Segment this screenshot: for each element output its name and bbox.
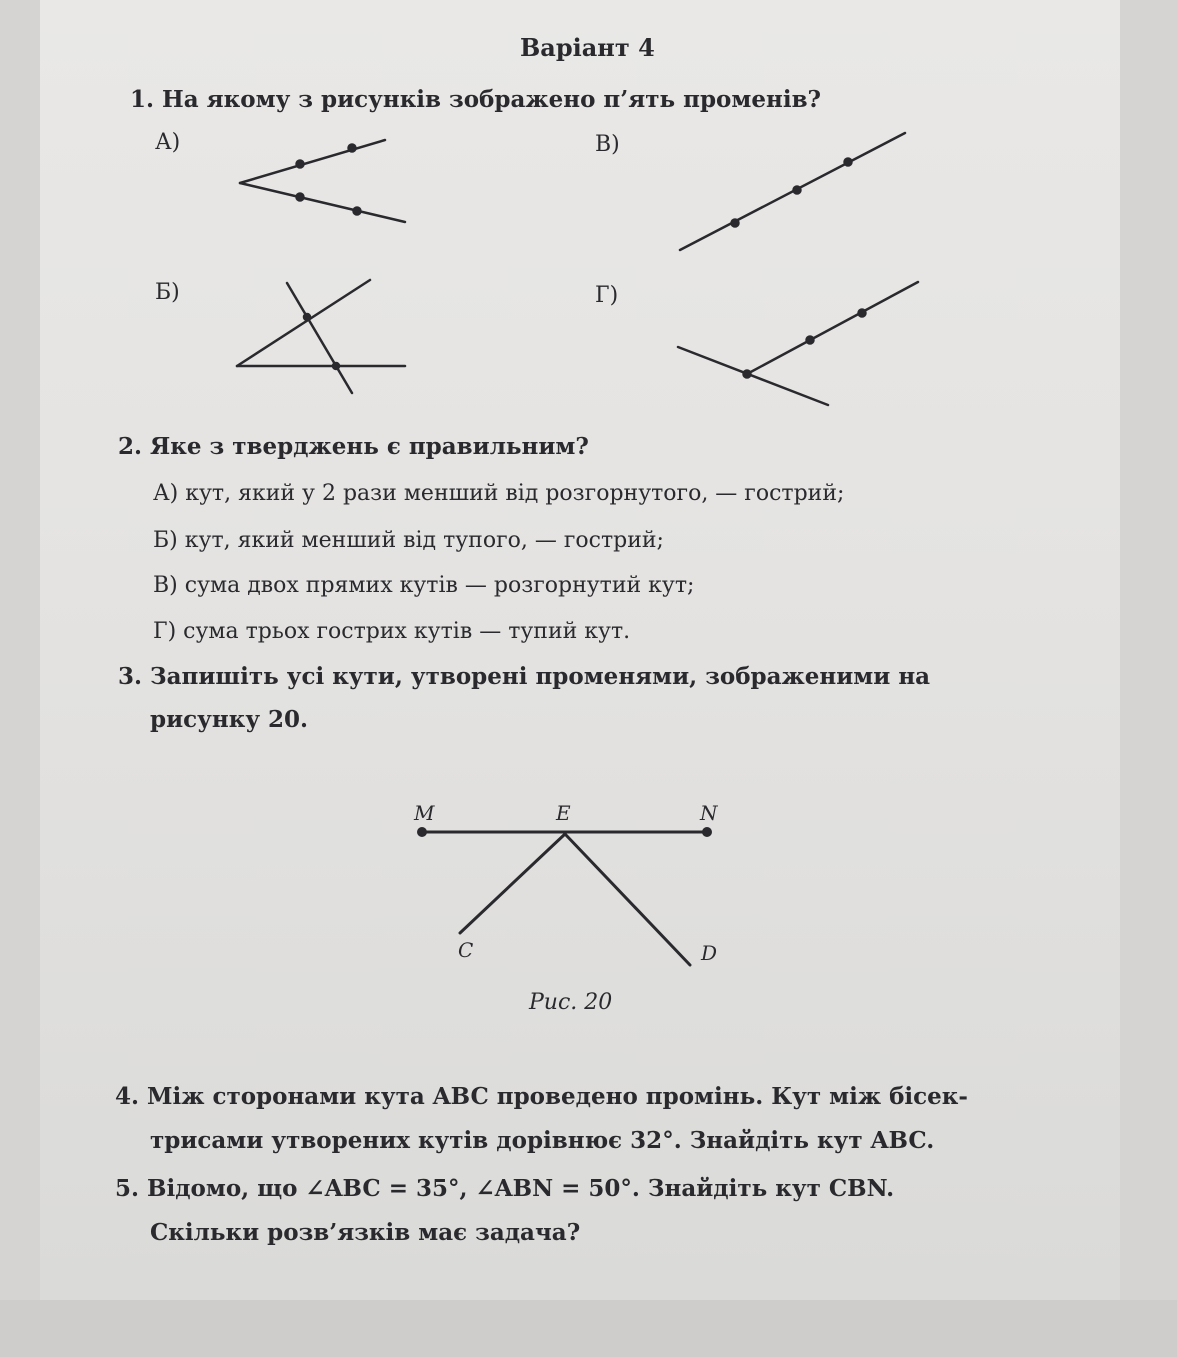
point-n [704, 829, 711, 836]
q2-option-g: Г) сума трьох гострих кутів — тупий кут. [153, 619, 631, 644]
q2-option-b: Б) кут, який менший від тупого, — гострий; [153, 528, 664, 553]
question-4-line-2: трисами утворених кутів дорівнює 32°. Знайдіть кут ABC. [150, 1127, 935, 1154]
q2-option-v: В) сума двох прямих кутів — розгорнутий кут; [153, 573, 695, 598]
point-label-d: D [701, 941, 718, 965]
question-3-line-2: рисунку 20. [150, 706, 309, 733]
ray-ec [460, 834, 565, 933]
q1-option-a-label: А) [155, 130, 181, 155]
question-2-text: 2. Яке з тверджень є правильним? [118, 433, 589, 460]
question-5-line-1: 5. Відомо, що ∠ABC = 35°, ∠ABN = 50°. Знайдіть кут CBN. [115, 1175, 895, 1202]
q1-option-g-label: Г) [595, 283, 619, 308]
point-label-e: E [556, 801, 571, 825]
point-label-m: M [414, 801, 435, 825]
point-label-c: C [458, 938, 474, 962]
point-m [419, 829, 426, 836]
question-3-line-1: 3. Запишіть усі кути, утворені променями, зображеними на [118, 663, 931, 690]
q1-option-v-label: В) [595, 132, 620, 157]
point-label-n: N [700, 801, 718, 825]
ray-ed [565, 834, 690, 965]
question-4-line-1: 4. Між сторонами кута ABC проведено промінь. Кут між бісек- [115, 1083, 968, 1110]
q1-option-b-label: Б) [155, 280, 180, 305]
figure-caption: Рис. 20 [529, 990, 613, 1015]
question-5-line-2: Скільки розв’язків має задача? [150, 1219, 581, 1246]
question-1-text: 1. На якому з рисунків зображено п’ять променів? [130, 86, 822, 113]
variant-title: Варіант 4 [520, 33, 655, 62]
q2-option-a: А) кут, який у 2 рази менший від розгорнутого, — гострий; [153, 481, 845, 506]
